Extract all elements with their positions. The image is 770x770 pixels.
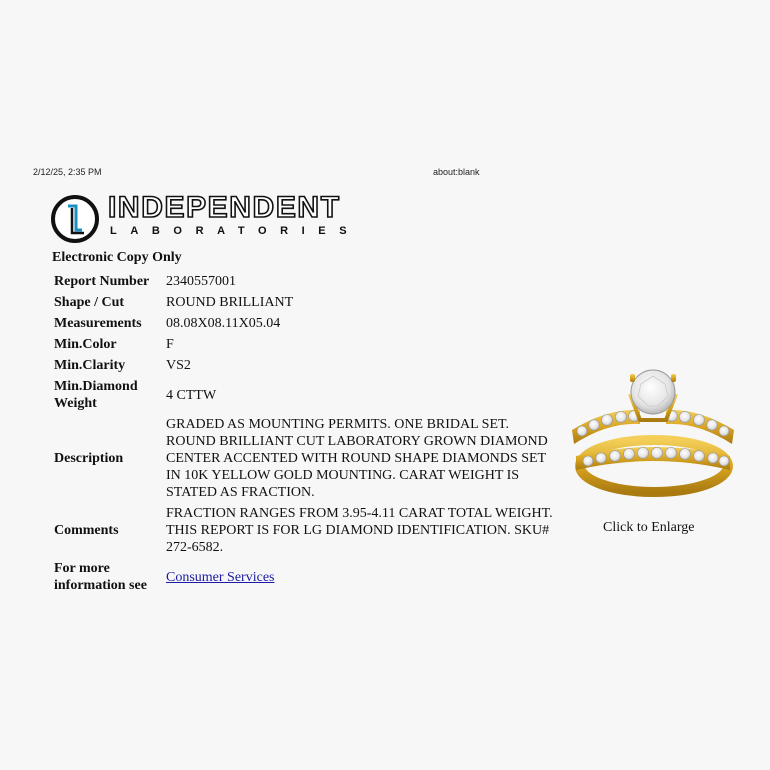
logo-subtitle: LABORATORIES xyxy=(110,225,361,237)
report-table xyxy=(52,272,562,597)
row-value: F xyxy=(166,337,174,352)
table-row xyxy=(52,504,562,559)
row-label: Min.Diamond Weight xyxy=(54,379,138,411)
table-row xyxy=(52,415,562,504)
row-label: Measurements xyxy=(54,316,142,331)
print-timestamp: 2/12/25, 2:35 PM xyxy=(33,167,102,177)
table-row xyxy=(52,335,562,356)
ring-image[interactable] xyxy=(568,368,738,503)
click-to-enlarge-caption[interactable]: Click to Enlarge xyxy=(603,520,695,535)
table-row xyxy=(52,356,562,377)
row-label: Min.Clarity xyxy=(54,358,126,373)
row-value: ROUND BRILLIANT xyxy=(166,295,294,310)
logo-wordmark: INDEPENDENT xyxy=(108,191,341,224)
table-row xyxy=(52,377,562,415)
row-value: 2340557001 xyxy=(166,274,236,289)
table-row xyxy=(52,314,562,335)
row-value: 08.08X08.11X05.04 xyxy=(166,316,281,331)
row-value: FRACTION RANGES FROM 3.95-4.11 CARAT TOTAL WEIGHT. THIS REPORT IS FOR LG DIAMOND IDENTIFICATION. SKU# 272-6582. xyxy=(166,506,553,555)
copy-note: Electronic Copy Only xyxy=(52,250,182,265)
table-row xyxy=(52,293,562,314)
consumer-services-link[interactable]: Consumer Services xyxy=(166,569,275,585)
company-logo xyxy=(50,192,410,244)
row-label: Report Number xyxy=(54,274,150,289)
table-row xyxy=(52,272,562,293)
row-value: VS2 xyxy=(166,358,191,373)
row-label: Description xyxy=(54,451,124,466)
table-row xyxy=(52,559,562,597)
more-info-label: For more information see xyxy=(54,561,147,593)
row-label: Shape / Cut xyxy=(54,295,125,310)
logo-mark-icon xyxy=(50,194,100,244)
row-label: Comments xyxy=(54,523,119,538)
row-value: 4 CTTW xyxy=(166,387,217,403)
row-label: Min.Color xyxy=(54,337,117,352)
row-value: GRADED AS MOUNTING PERMITS. ONE BRIDAL SET. ROUND BRILLIANT CUT LABORATORY GROWN DIAMOND CENTER ACCENTED WITH ROUND SHAPE DIAMONDS SET IN 10K YELLOW GOLD MOUNTING. CARAT WEIGHT IS STATED AS FRACTION. xyxy=(166,417,548,500)
print-url: about:blank xyxy=(433,167,480,177)
